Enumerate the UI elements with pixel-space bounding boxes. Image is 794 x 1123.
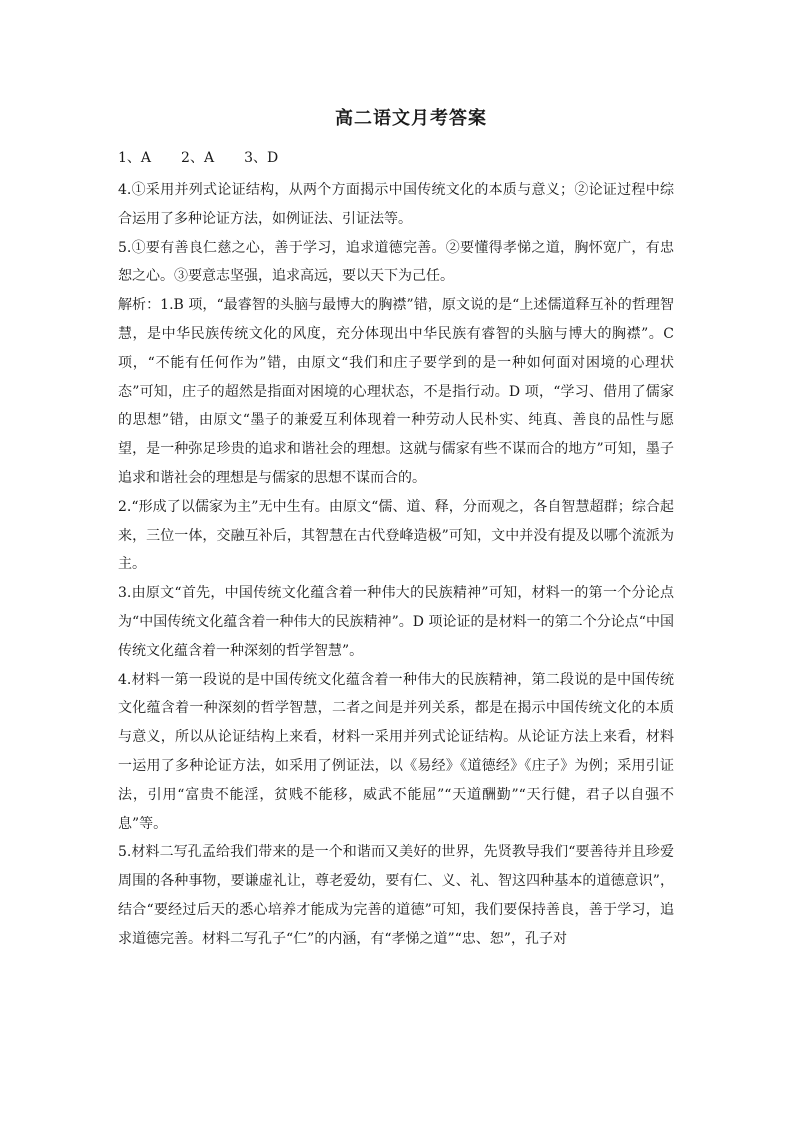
answer-3: 3、D <box>244 150 279 166</box>
answer-4: 4.①采用并列式论证结构，从两个方面揭示中国传统文化的本质与意义；②论证过程中综合运用了多种论证方法，如例证法、引证法等。 <box>118 182 674 227</box>
choice-answers <box>118 144 674 172</box>
answer-5: 5.①要有善良仁慈之心，善于学习，追求道德完善。②要懂得孝悌之道，胸怀宽广，有忠恕之心。③要意志坚强，追求高远，要以天下为己任。 <box>118 239 674 285</box>
analysis-4: 4.材料一第一段说的是中国传统文化蕴含着一种伟大的民族精神，第二段说的是中国传统文化蕴含着一种深刻的哲学智慧，二者之间是并列关系，都是在揭示中国传统文化的本质与意义，所以从论证结构上来看，材料一采用并列式论证结构。从论证方法上来看，材料一运用了多种论证方法，如采用了例证法，以《易经》《道德经》《庄子》为例；采用引证法，引用“富贵不能淫，贫贱不能移，威武不能屈”“天道酬勤”“天行健，君子以自强不息”等。 <box>118 671 674 832</box>
analysis-1: 解析：1.B 项，“最睿智的头脑与最博大的胸襟”错，原文说的是“上述儒道释互补的哲理智慧，是中华民族传统文化的风度，充分体现出中华民族有睿智的头脑与博大的胸襟”。C 项，“不能有任何作为”错，由原文“我们和庄子要学到的是一种如何面对困境的心理状态”可知，庄子的超然是指面对困境的心理状态，不是指行动。D 项，“学习、借用了儒家的思想”错，由原文“墨子的兼爱互利体现着一种劳动人民朴实、纯真、善良的品性与愿望，是一种弥足珍贵的追求和谐社会的理想。这就与儒家有些不谋而合的地方”可知，墨子追求和谐社会的理想是与儒家的思想不谋而合的。 <box>118 297 674 486</box>
analysis-3: 3.由原文“首先，中国传统文化蕴含着一种伟大的民族精神”可知，材料一的第一个分论点为“中国传统文化蕴含着一种伟大的民族精神”。D 项论证的是材料一的第二个分论点“中国传统文化蕴含着一种深刻的哲学智慧”。 <box>118 585 674 659</box>
answer-2: 2、A <box>181 150 215 166</box>
answer-1: 1、A <box>118 150 152 166</box>
page-title: 高二语文月考答案 <box>335 108 487 129</box>
analysis-2: 2.“形成了以儒家为主”无中生有。由原文“儒、道、释，分而观之，各自智慧超群；综合起来，三位一体，交融互补后，其智慧在古代登峰造极”可知，文中并没有提及以哪个流派为主。 <box>118 498 674 573</box>
analysis-5: 5.材料二写孔孟给我们带来的是一个和谐而又美好的世界，先贤教导我们“要善待并且珍爱周围的各种事物，要谦虚礼让，尊老爱幼，要有仁、义、礼、智这四种基本的道德意识”，结合“要经过后天的悉心培养才能成为完善的道德”可知，我们要保持善良，善于学习，追求道德完善。材料二写孔子“仁”的内涵，有“孝悌之道”“忠、恕”，孔子对 <box>118 844 674 947</box>
